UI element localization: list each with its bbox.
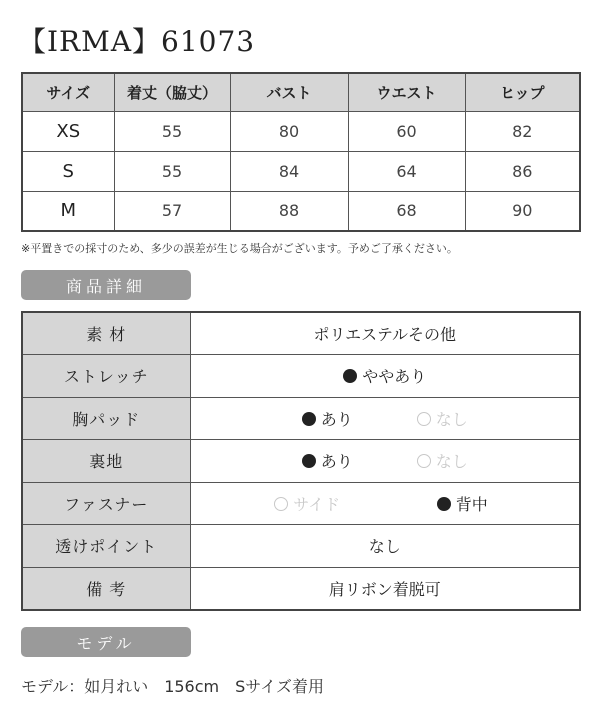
waist-cell: 64 [348, 151, 465, 191]
stretch-label: ストレッチ [22, 355, 190, 398]
bust-cell: 88 [230, 191, 348, 231]
material-label: 素 材 [22, 312, 190, 355]
pad-option-no [417, 407, 468, 430]
table-row [22, 111, 580, 151]
size-cell: S [22, 151, 114, 191]
waist-cell: 60 [348, 111, 465, 151]
hip-cell: 86 [465, 151, 580, 191]
empty-circle-icon [274, 497, 288, 511]
size-cell: M [22, 191, 114, 231]
pad-value [190, 397, 580, 440]
stretch-option [343, 364, 426, 387]
waist-cell: 68 [348, 191, 465, 231]
pad-option-no-text: なし [435, 409, 468, 429]
lining-value [190, 440, 580, 483]
bust-cell: 80 [230, 111, 348, 151]
remarks-label: 備 考 [22, 567, 190, 610]
detail-row-stretch [22, 355, 580, 398]
remarks-value: 肩リボン着脱可 [190, 567, 580, 610]
hip-cell: 82 [465, 111, 580, 151]
zipper-option-side [274, 492, 340, 515]
length-cell: 55 [114, 111, 230, 151]
header-length: 着丈（脇丈） [114, 73, 230, 111]
measurement-note: ※平置きでの採寸のため、多少の誤差が生じる場合がございます。予めご了承ください。 [21, 242, 458, 255]
empty-circle-icon [417, 454, 431, 468]
material-value: ポリエステルその他 [190, 312, 580, 355]
empty-circle-icon [417, 412, 431, 426]
size-table-header-row [22, 73, 580, 111]
table-row [22, 191, 580, 231]
lining-option-yes-text: あり [320, 452, 353, 472]
sheer-label: 透けポイント [22, 525, 190, 568]
model-section-label: モデル [21, 627, 191, 657]
zipper-option-side-text: サイド [293, 494, 341, 514]
sheer-value: なし [190, 525, 580, 568]
bust-cell: 84 [230, 151, 348, 191]
table-row [22, 151, 580, 191]
detail-row-material [22, 312, 580, 355]
zipper-value [190, 482, 580, 525]
detail-row-sheer [22, 525, 580, 568]
length-cell: 55 [114, 151, 230, 191]
lining-option-no [417, 449, 468, 472]
page-title: 【IRMA】61073 [18, 25, 256, 58]
detail-row-zipper [22, 482, 580, 525]
length-cell: 57 [114, 191, 230, 231]
detail-row-lining [22, 440, 580, 483]
pad-option-yes [302, 407, 353, 430]
zipper-option-back [437, 492, 488, 515]
zipper-option-back-text: 背中 [455, 494, 488, 514]
header-size: サイズ [22, 73, 114, 111]
filled-circle-icon [302, 412, 316, 426]
model-info: モデル：如月れい 156cm Sサイズ着用 [21, 677, 324, 696]
header-hip: ヒップ [465, 73, 580, 111]
filled-circle-icon [302, 454, 316, 468]
zipper-label: ファスナー [22, 482, 190, 525]
filled-circle-icon [437, 497, 451, 511]
lining-option-yes [302, 449, 353, 472]
stretch-value [190, 355, 580, 398]
hip-cell: 90 [465, 191, 580, 231]
header-waist: ウエスト [348, 73, 465, 111]
detail-row-pad [22, 397, 580, 440]
size-cell: XS [22, 111, 114, 151]
pad-option-yes-text: あり [320, 409, 353, 429]
pad-label: 胸パッド [22, 397, 190, 440]
lining-option-no-text: なし [435, 452, 468, 472]
detail-row-remarks [22, 567, 580, 610]
product-details-label: 商品詳細 [21, 270, 191, 300]
size-table [21, 72, 581, 232]
filled-circle-icon [343, 369, 357, 383]
product-details-table [21, 311, 581, 611]
stretch-option-text: ややあり [362, 367, 427, 387]
lining-label: 裏地 [22, 440, 190, 483]
header-bust: バスト [230, 73, 348, 111]
